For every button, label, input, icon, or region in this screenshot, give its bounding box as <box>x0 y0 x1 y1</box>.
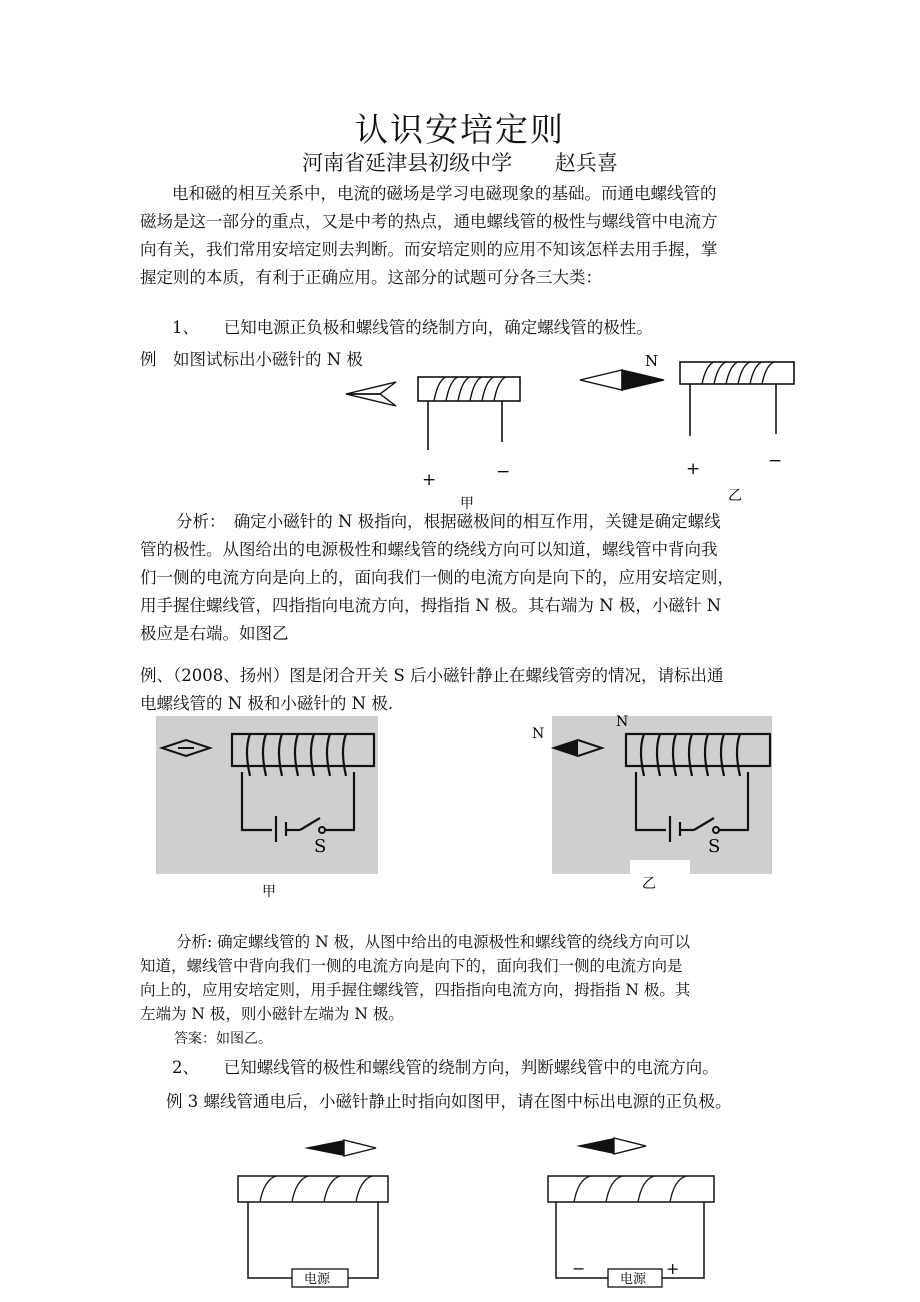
solenoid-a <box>418 377 520 450</box>
solenoid-left <box>238 1176 388 1287</box>
analysis-2-line: 左端为 N 极，则小磁针左端为 N 极。 <box>140 1005 404 1023</box>
figure-1 <box>330 350 810 520</box>
analysis-1 <box>140 508 780 648</box>
figure-3 <box>230 1130 730 1300</box>
compass-needle-b <box>580 370 664 390</box>
minus-sign-a: − <box>496 462 511 482</box>
analysis-2 <box>140 930 780 1026</box>
analysis-2-line: 知道，螺线管中背向我们一侧的电流方向是向下的，面向我们一侧的电流方向是 <box>140 957 683 975</box>
intro-line: 握定则的本质，有利于正确应用。这部分的试题可分各三大类： <box>140 268 602 287</box>
section-2-heading: 2、 已知螺线管的极性和螺线管的绕制方向，判断螺线管中的电流方向。 <box>172 1058 719 1077</box>
power-source-label-right: 电源 <box>620 1272 647 1287</box>
analysis-1-line: 用手握住螺线管，四指指向电流方向，拇指指 N 极。其右端为 N 极，小磁针 N <box>140 596 722 615</box>
n-label-solenoid: N <box>616 714 629 730</box>
figure-2 <box>150 712 790 902</box>
compass-needle-a <box>346 382 396 406</box>
power-source-label-left: 电源 <box>304 1272 331 1287</box>
author-school: 河南省延津县初级中学 <box>302 151 513 175</box>
scan-photo-jia <box>156 716 378 874</box>
answer-line: 答案：如图乙。 <box>174 1031 272 1047</box>
needle-left <box>304 1140 376 1156</box>
needle-right <box>576 1138 646 1154</box>
intro-line: 磁场是这一部分的重点，又是中考的热点，通电螺线管的极性与螺线管中电流方 <box>140 212 718 231</box>
scan-photo-yi <box>552 716 772 880</box>
figure-label-yi: 乙 <box>728 488 742 504</box>
page-title: 认识安培定则 <box>355 110 565 149</box>
n-label: N <box>645 352 659 370</box>
analysis-1-line: 们一侧的电流方向是向上的，面向我们一侧的电流方向是向下的，应用安培定则， <box>140 568 734 587</box>
switch-label-yi: S <box>708 836 721 857</box>
example-1: 例 如图试标出小磁针的 N 极 <box>140 350 363 369</box>
plus-sign-a: + <box>422 470 437 490</box>
analysis-1-line: 分析： 确定小磁针的 N 极指向，根据磁极间的相互作用，关键是确定螺线 <box>176 512 721 531</box>
figure-2-label-yi: 乙 <box>642 876 656 892</box>
figure-2-label-jia: 甲 <box>262 884 276 900</box>
switch-label-jia: S <box>314 836 327 857</box>
plus-sign-right: + <box>666 1259 680 1278</box>
intro-line: 电和磁的相互关系中，电流的磁场是学习电磁现象的基础。而通电螺线管的 <box>172 184 717 203</box>
intro-paragraph <box>140 180 780 292</box>
analysis-2-line: 分析: 确定螺线管的 N 极，从图中给出的电源极性和螺线管的绕线方向可以 <box>176 933 691 951</box>
minus-sign-b: − <box>768 451 783 471</box>
example-3: 例 3 螺线管通电后，小磁针静止时指向如图甲，请在图中标出电源的正负极。 <box>166 1092 732 1111</box>
figure-label-jia: 甲 <box>460 496 474 512</box>
analysis-1-line: 管的极性。从图给出的电源极性和螺线管的绕线方向可以知道，螺线管中背向我 <box>140 540 718 559</box>
example-2-line: 例、（2008、扬州）图是闭合开关 S 后小磁针静止在螺线管旁的情况，请标出通 <box>140 666 724 685</box>
intro-line: 向有关，我们常用安培定则去判断。而安培定则的应用不知该怎样去用手握，掌 <box>140 240 718 259</box>
n-label-needle: N <box>532 726 545 742</box>
author-name: 赵兵喜 <box>554 151 618 175</box>
solenoid-b <box>680 362 794 436</box>
author-line <box>0 147 920 177</box>
minus-sign-right: − <box>572 1259 586 1278</box>
example-2-line: 电螺线管的 N 极和小磁针的 N 极. <box>140 694 394 713</box>
plus-sign-b: + <box>686 459 701 479</box>
section-1-heading: 1、 已知电源正负极和螺线管的绕制方向，确定螺线管的极性。 <box>172 318 653 337</box>
example-2 <box>140 662 780 718</box>
analysis-2-line: 向上的，应用安培定则，用手握住螺线管，四指指向电流方向，拇指指 N 极。其 <box>140 981 691 999</box>
analysis-1-line: 极应是右端。如图乙 <box>140 624 289 643</box>
